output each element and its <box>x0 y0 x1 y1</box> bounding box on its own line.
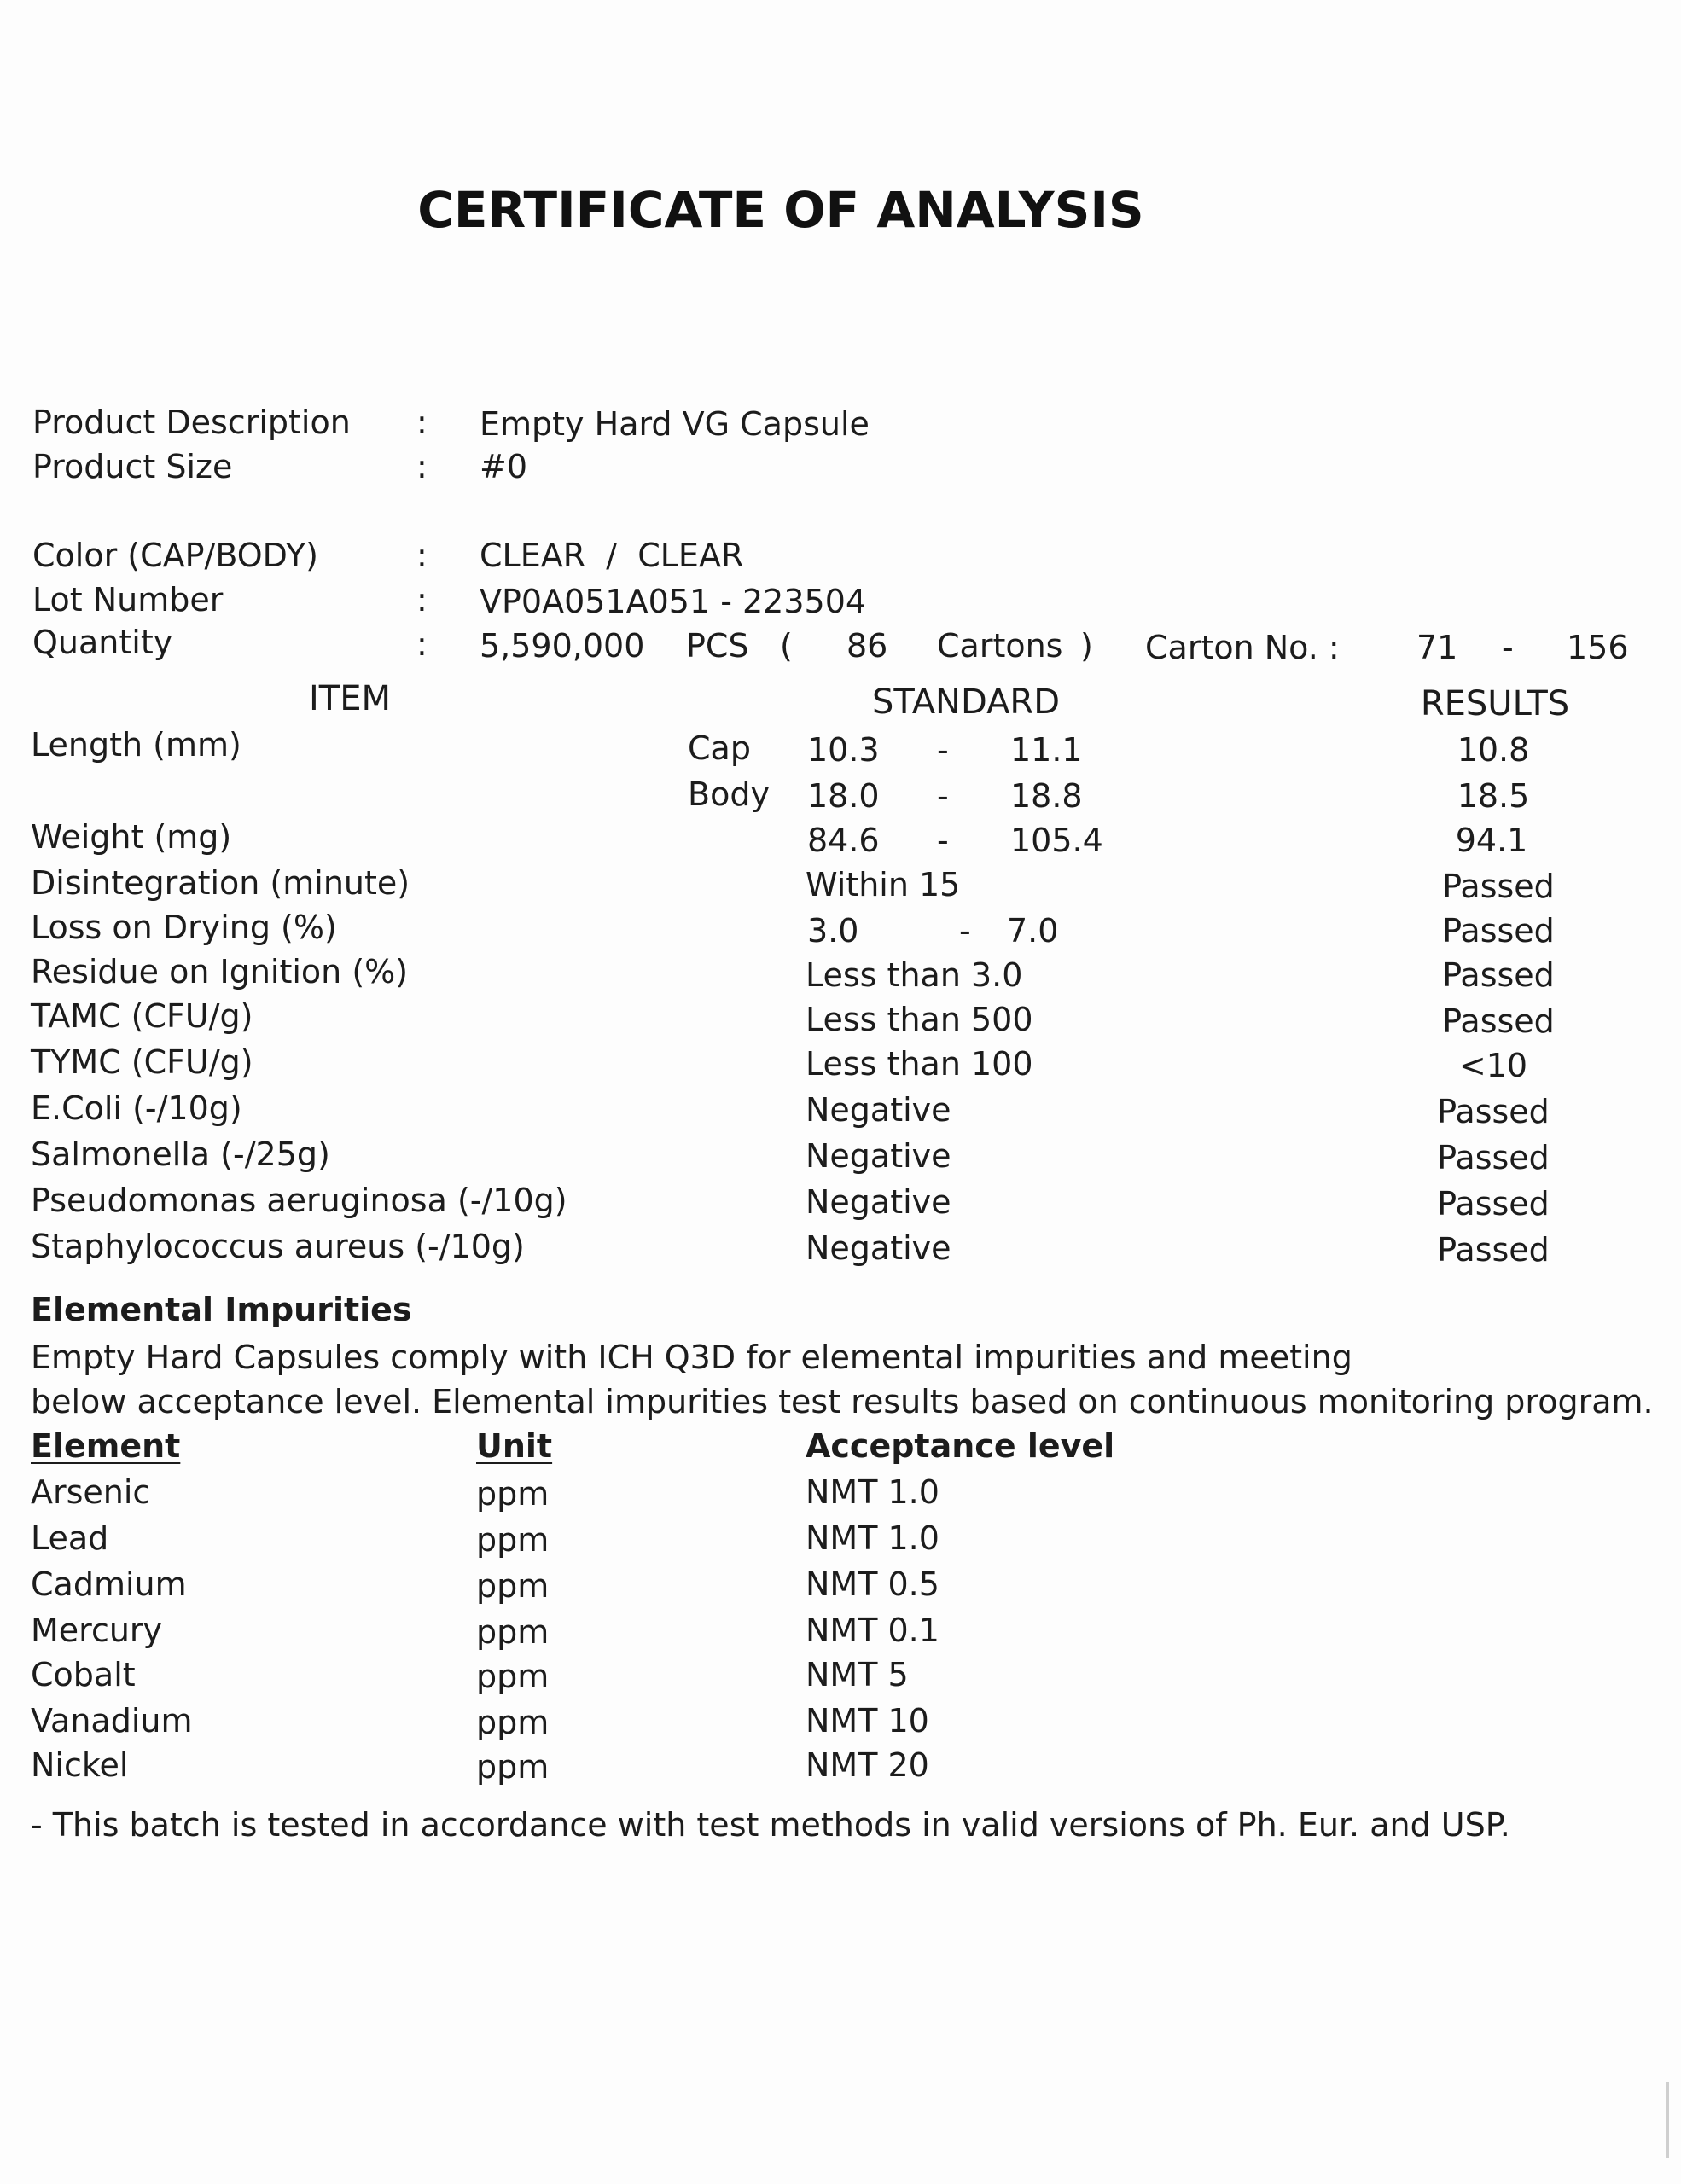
unit-header: Unit <box>476 1427 553 1465</box>
cartons-label: Cartons <box>937 627 1063 665</box>
element-unit: ppm <box>476 1658 550 1695</box>
element-name: Arsenic <box>31 1473 151 1511</box>
element-name: Cadmium <box>31 1565 187 1603</box>
element-unit: ppm <box>476 1521 550 1559</box>
element-acceptance: NMT 0.5 <box>806 1565 939 1603</box>
row-standard-dash: - <box>937 731 949 769</box>
row-result: <10 <box>1458 1047 1528 1084</box>
element-name: Lead <box>31 1519 109 1557</box>
carton-to: 156 <box>1567 629 1629 666</box>
product-description-value: Empty Hard VG Capsule <box>480 405 870 443</box>
row-standard-min: 84.6 <box>807 822 880 859</box>
row-result: Passed <box>1442 956 1555 994</box>
row-standard-min: 18.0 <box>807 777 880 815</box>
row-standard-min: 10.3 <box>807 731 880 769</box>
row-result: 94.1 <box>1455 822 1528 859</box>
element-name: Nickel <box>31 1746 129 1784</box>
element-name: Vanadium <box>31 1702 193 1740</box>
element-acceptance: NMT 1.0 <box>806 1473 939 1511</box>
element-header: Element <box>31 1427 181 1465</box>
row-item-label: Residue on Ignition (%) <box>31 953 409 990</box>
carton-count: 86 <box>846 627 888 665</box>
row-standard-dash: - <box>937 777 949 815</box>
color-label: Color (CAP/BODY) <box>32 537 318 574</box>
row-item-label: Staphylococcus aureus (-/10g) <box>31 1228 525 1265</box>
row-standard: Negative <box>806 1137 951 1175</box>
quantity-close-paren: ) <box>1080 627 1093 665</box>
row-result: Passed <box>1437 1139 1550 1176</box>
row-item-label: Disintegration (minute) <box>31 864 410 902</box>
quantity-value: 5,590,000 <box>480 627 645 665</box>
row-result: Passed <box>1437 1231 1550 1269</box>
row-standard-min: 3.0 <box>807 912 859 950</box>
row-part-label: Cap <box>688 729 751 767</box>
element-unit: ppm <box>476 1567 550 1605</box>
document-title: CERTIFICATE OF ANALYSIS <box>417 181 1144 239</box>
row-standard: Negative <box>806 1183 951 1221</box>
row-result: Passed <box>1442 912 1555 950</box>
header-results: RESULTS <box>1420 684 1570 723</box>
element-acceptance: NMT 5 <box>806 1656 909 1693</box>
row-part-label: Body <box>688 775 770 813</box>
header-standard: STANDARD <box>871 682 1061 722</box>
row-standard: Less than 100 <box>806 1045 1033 1083</box>
element-unit: ppm <box>476 1704 550 1741</box>
row-standard: Negative <box>806 1229 951 1267</box>
row-result: Passed <box>1437 1185 1550 1223</box>
carton-no-label: Carton No. : <box>1145 629 1340 666</box>
row-item-label: Length (mm) <box>31 726 241 764</box>
footnote: - This batch is tested in accordance with test methods in valid versions of Ph. Eur. and USP. <box>31 1806 1510 1844</box>
element-acceptance: NMT 1.0 <box>806 1519 939 1557</box>
row-result: 10.8 <box>1457 731 1530 769</box>
element-acceptance: NMT 10 <box>806 1702 929 1740</box>
row-standard-dash: - <box>937 822 949 859</box>
row-result: Passed <box>1442 868 1555 905</box>
product-size-value: #0 <box>480 448 528 485</box>
row-item-label: Salmonella (-/25g) <box>31 1136 330 1173</box>
element-unit: ppm <box>476 1748 550 1786</box>
row-standard: Less than 500 <box>806 1001 1033 1038</box>
scan-edge-mark <box>1666 2082 1669 2158</box>
carton-dash: - <box>1502 629 1514 666</box>
info-colon: : <box>416 448 428 485</box>
row-result: Passed <box>1437 1093 1550 1130</box>
lot-number-value: VP0A051A051 - 223504 <box>480 583 867 620</box>
row-item-label: TYMC (CFU/g) <box>31 1043 253 1081</box>
row-item-label: Loss on Drying (%) <box>31 909 337 946</box>
color-value: CLEAR / CLEAR <box>480 537 744 574</box>
row-item-label: E.Coli (-/10g) <box>31 1089 242 1127</box>
info-colon: : <box>416 625 428 663</box>
row-result: 18.5 <box>1457 777 1530 815</box>
acceptance-header: Acceptance level <box>806 1427 1115 1465</box>
row-item-label: Pseudomonas aeruginosa (-/10g) <box>31 1182 567 1219</box>
elemental-text-line1: Empty Hard Capsules comply with ICH Q3D for elemental impurities and meeting <box>31 1339 1352 1376</box>
element-acceptance: NMT 0.1 <box>806 1612 939 1649</box>
lot-number-label: Lot Number <box>32 581 224 619</box>
info-colon: : <box>416 581 428 619</box>
row-item-label: Weight (mg) <box>31 818 232 856</box>
product-size-label: Product Size <box>32 448 233 485</box>
row-standard-max: 18.8 <box>1010 777 1083 815</box>
row-result: Passed <box>1442 1002 1555 1040</box>
row-standard-dash: - <box>959 912 971 950</box>
element-unit: ppm <box>476 1613 550 1651</box>
element-unit: ppm <box>476 1475 550 1513</box>
element-name: Cobalt <box>31 1656 136 1693</box>
row-standard-max: 11.1 <box>1010 731 1083 769</box>
elemental-text-line2: below acceptance level. Elemental impurities test results based on continuous monitoring program. <box>31 1383 1654 1420</box>
row-item-label: TAMC (CFU/g) <box>31 997 253 1035</box>
element-name: Mercury <box>31 1612 163 1649</box>
row-standard-max: 105.4 <box>1010 822 1103 859</box>
row-standard: Negative <box>806 1091 951 1129</box>
quantity-open-paren: ( <box>780 627 793 665</box>
element-acceptance: NMT 20 <box>806 1746 929 1784</box>
info-colon: : <box>416 537 428 574</box>
quantity-unit: PCS <box>686 627 749 665</box>
quantity-label: Quantity <box>32 624 173 661</box>
info-colon: : <box>416 404 428 441</box>
product-description-label: Product Description <box>32 404 351 441</box>
row-standard: Less than 3.0 <box>806 956 1023 994</box>
header-item: ITEM <box>308 679 392 718</box>
row-standard-max: 7.0 <box>1007 912 1059 950</box>
carton-from: 71 <box>1416 629 1458 666</box>
elemental-heading: Elemental Impurities <box>31 1291 412 1328</box>
row-standard: Within 15 <box>806 866 961 903</box>
